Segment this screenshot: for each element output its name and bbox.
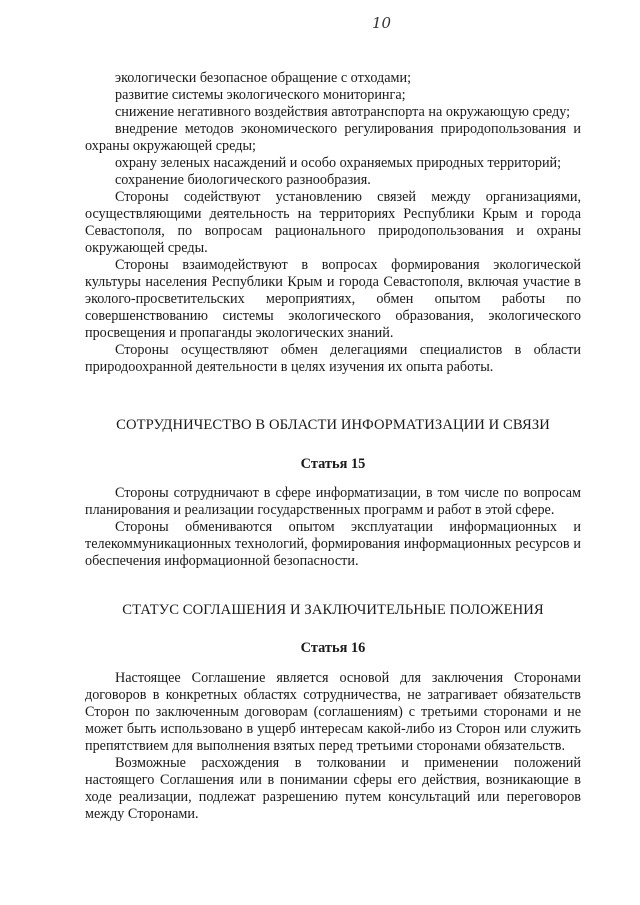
section-title-informatization: СОТРУДНИЧЕСТВО В ОБЛАСТИ ИНФОРМАТИЗАЦИИ И СВЯЗИ [116, 417, 550, 433]
text-block-ecology [85, 70, 581, 376]
section-title-final-provisions: СТАТУС СОГЛАШЕНИЯ И ЗАКЛЮЧИТЕЛЬНЫЕ ПОЛОЖЕНИЯ [122, 602, 544, 618]
page-number: 10 [372, 14, 392, 32]
paragraph: развитие системы экологического мониторинга; [115, 87, 406, 103]
article-15-title: Статья 15 [300, 456, 366, 472]
article-16-title: Статья 16 [300, 640, 366, 656]
paragraph: сохранение биологического разнообразия. [115, 172, 371, 188]
paragraph: экологически безопасное обращение с отходами; [115, 70, 412, 86]
paragraph: внедрение методов экономического регулирования природопользования и охраны окружающей среды; [85, 121, 581, 154]
text-block-article-15 [85, 485, 581, 570]
paragraph: Стороны взаимодействуют в вопросах формирования экологической культуры населения Республики Крым и города Севастополя, включая участие в эколого-просветительских мероприятиях, обмен опытом работы по совершенствованию системы экологического образования, экологического просвещения и пропаганды экологических знаний. [85, 257, 581, 341]
paragraph: Возможные расхождения в толковании и применении положений настоящего Соглашения или в понимании сферы его действия, возникающие в ходе реализации, подлежат разрешению путем консультаций или переговоров между Сторонами. [85, 755, 581, 822]
paragraph: Стороны обмениваются опытом эксплуатации информационных и телекоммуникационных технологий, формирования информационных ресурсов и обеспечения информационной безопасности. [85, 519, 581, 569]
paragraph: охрану зеленых насаждений и особо охраняемых природных территорий; [115, 155, 562, 171]
paragraph: Стороны сотрудничают в сфере информатизации, в том числе по вопросам планирования и реализации государственных программ и работ в этой сфере. [85, 485, 581, 518]
paragraph: Настоящее Соглашение является основой для заключения Сторонами договоров в конкретных областях сотрудничества, не затрагивает обязательств Сторон по заключенным договорам (соглашениям) с третьими сторонами и не может быть использовано в ущерб интересам какой-либо из Сторон или служить препятствием для выполнения взятых перед третьими сторонами обязательств. [85, 670, 581, 754]
paragraph: снижение негативного воздействия автотранспорта на окружающую среду; [115, 104, 571, 120]
paragraph: Стороны осуществляют обмен делегациями специалистов в области природоохранной деятельности в целях изучения их опыта работы. [85, 342, 581, 375]
text-block-article-16 [85, 670, 581, 823]
paragraph: Стороны содействуют установлению связей между организациями, осуществляющими деятельность на территориях Республики Крым и города Севастополя, по вопросам рационального природопользования и охраны окружающей среды. [85, 189, 581, 256]
